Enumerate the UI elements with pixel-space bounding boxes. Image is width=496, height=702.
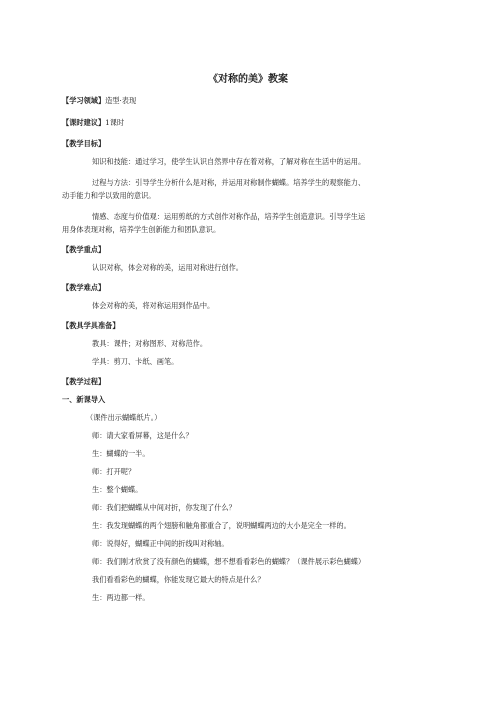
process-line: （课件出示蝴蝶纸片。） — [86, 413, 162, 422]
process-line: 生：我发现蝴蝶的两个翅膀和触角都重合了，说明蝴蝶两边的大小是完全一样的。 — [92, 521, 351, 530]
section-heading-1: 一、新课导入 — [62, 395, 106, 404]
goals-process-line1: 过程与方法：引导学生分析什么是对称，并运用对称制作蝴蝶。培养学生的观察能力、 — [92, 178, 366, 187]
field-label: 【学习领域】 — [62, 96, 106, 105]
goals-process-line2: 动手能力和学以致用的意识。 — [62, 191, 156, 200]
key-heading: 【教学重点】 — [62, 245, 106, 254]
key-text: 认识对称，体会对称的美，运用对称进行创作。 — [92, 263, 243, 272]
process-line: 师：打开呢？ — [92, 467, 136, 476]
field-value: 造型·表现 — [105, 96, 137, 105]
field-row — [62, 96, 136, 105]
process-line: 师：请大家看屏幕，这是什么？ — [92, 431, 193, 440]
hours-label: 【课时建议】 — [62, 118, 106, 127]
process-line: 我们看看彩色的蝴蝶，你能发现它最大的特点是什么？ — [92, 575, 265, 584]
materials-student: 学具：剪刀、卡纸、画笔。 — [92, 357, 179, 366]
goals-knowledge: 知识和技能：通过学习，使学生认识自然界中存在着对称，了解对称在生活中的运用。 — [92, 157, 366, 166]
goals-emotion-line1: 情感、态度与价值观：运用剪纸的方式创作对称作品，培养学生创造意识。引导学生运 — [92, 212, 366, 221]
materials-heading: 【教具学具准备】 — [62, 321, 120, 330]
process-line: 师：我们把蝴蝶从中间对折，你发现了什么？ — [92, 503, 236, 512]
process-line: 生：蝴蝶的一半。 — [92, 449, 150, 458]
materials-teacher: 教具：课件；对称图形、对称范作。 — [92, 339, 208, 348]
difficulty-text: 体会对称的美，将对称运用到作品中。 — [92, 301, 215, 310]
difficulty-heading: 【教学难点】 — [62, 283, 106, 292]
goals-heading: 【教学目标】 — [62, 139, 106, 148]
process-line: 师：我们刚才欣赏了没有颜色的蝴蝶，想不想看看彩色的蝴蝶？（课件展示彩色蝴蝶） — [92, 557, 366, 566]
goals-emotion-line2: 用身体表现对称，培养学生创新能力和团队意识。 — [62, 225, 221, 234]
hours-value: 1课时 — [105, 118, 125, 127]
document-title: 《对称的美》教案 — [208, 74, 288, 85]
process-line: 师：说得好，蝴蝶正中间的折线叫对称轴。 — [92, 539, 229, 548]
hours-row — [62, 118, 124, 127]
process-line: 生：两边都一样。 — [92, 593, 150, 602]
process-heading: 【教学过程】 — [62, 377, 106, 386]
process-line: 生：整个蝴蝶。 — [92, 485, 143, 494]
